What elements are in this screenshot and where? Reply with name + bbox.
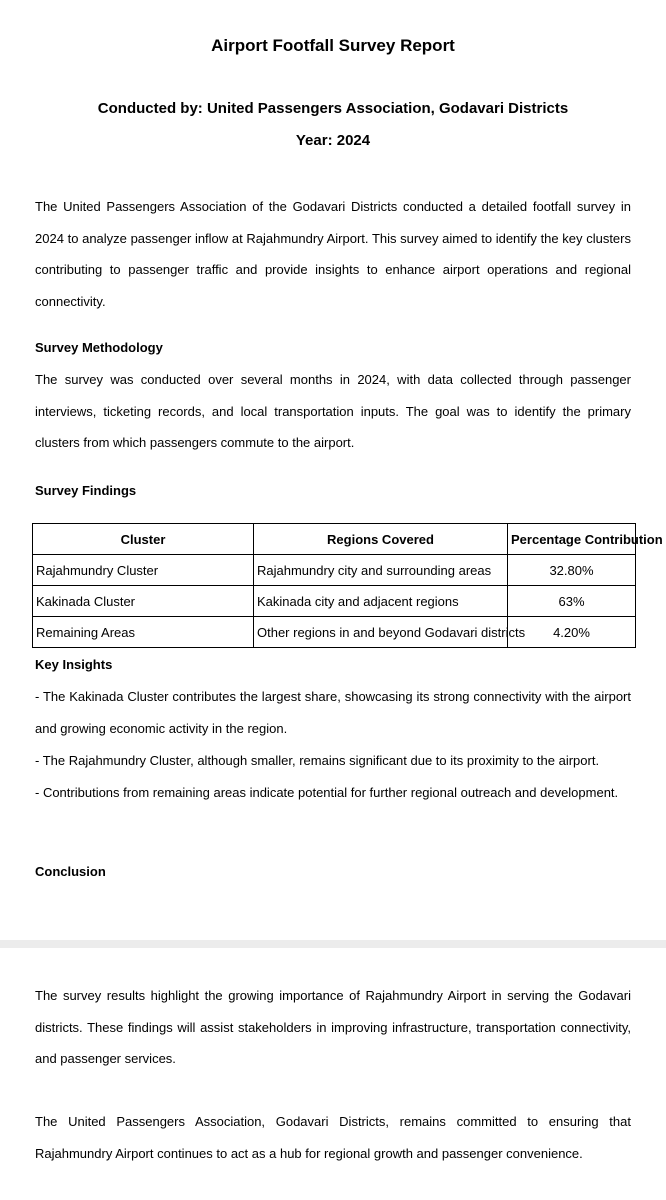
table-row <box>33 586 636 617</box>
table-row <box>33 555 636 586</box>
methodology-heading: Survey Methodology <box>35 340 163 355</box>
conclusion-heading: Conclusion <box>35 864 106 879</box>
regions-cell: Other regions in and beyond Godavari districts <box>254 617 508 648</box>
cluster-cell: Rajahmundry Cluster <box>33 555 254 586</box>
cluster-cell: Remaining Areas <box>33 617 254 648</box>
insight-item: - The Rajahmundry Cluster, although smaller, remains significant due to its proximity to the airport. <box>35 753 600 768</box>
column-header-percentage: Percentage Contribution <box>508 524 636 555</box>
insight-item: - The Kakinada Cluster contributes the largest share, showcasing its strong connectivity with the airport and growing economic activity in the region. <box>35 689 631 736</box>
findings-heading: Survey Findings <box>35 483 137 498</box>
column-header-regions: Regions Covered <box>254 524 508 555</box>
table-row <box>33 617 636 648</box>
cluster-cell: Kakinada Cluster <box>33 586 254 617</box>
findings-table <box>32 523 663 648</box>
percentage-cell: 63% <box>508 586 636 617</box>
conclusion-paragraph: The survey results highlight the growing importance of Rajahmundry Airport in serving the Godavari districts. These findings will assist stakeholders in improving infrastructure, transportation connectivity, and passenger services. <box>35 988 631 1066</box>
conducted-by-line: Conducted by: United Passengers Association, Godavari Districts <box>97 100 569 117</box>
intro-paragraph: The United Passengers Association of the Godavari Districts conducted a detailed footfall survey in 2024 to analyze passenger inflow at Rajahmundry Airport. This survey aimed to identify the key clusters contributing to passenger traffic and provide insights to enhance airport operations and regional connectivity. <box>35 199 631 309</box>
column-header-cluster: Cluster <box>33 524 254 555</box>
regions-cell: Kakinada city and adjacent regions <box>254 586 508 617</box>
percentage-cell: 4.20% <box>508 617 636 648</box>
methodology-paragraph: The survey was conducted over several months in 2024, with data collected through passenger interviews, ticketing records, and local transportation inputs. The goal was to identify the primary clusters from which passengers commute to the airport. <box>35 372 631 450</box>
percentage-cell: 32.80% <box>508 555 636 586</box>
conclusion-paragraph: The United Passengers Association, Godavari Districts, remains committed to ensuring that Rajahmundry Airport continues to act as a hub for regional growth and passenger convenience. <box>35 1114 631 1161</box>
table-header-row <box>33 524 636 555</box>
insight-item: - Contributions from remaining areas indicate potential for further regional outreach and development. <box>35 785 619 800</box>
document-title: Airport Footfall Survey Report <box>211 36 455 55</box>
regions-cell: Rajahmundry city and surrounding areas <box>254 555 508 586</box>
year-line: Year: 2024 <box>295 132 371 149</box>
insights-heading: Key Insights <box>35 657 113 672</box>
page-break-divider <box>0 940 666 948</box>
